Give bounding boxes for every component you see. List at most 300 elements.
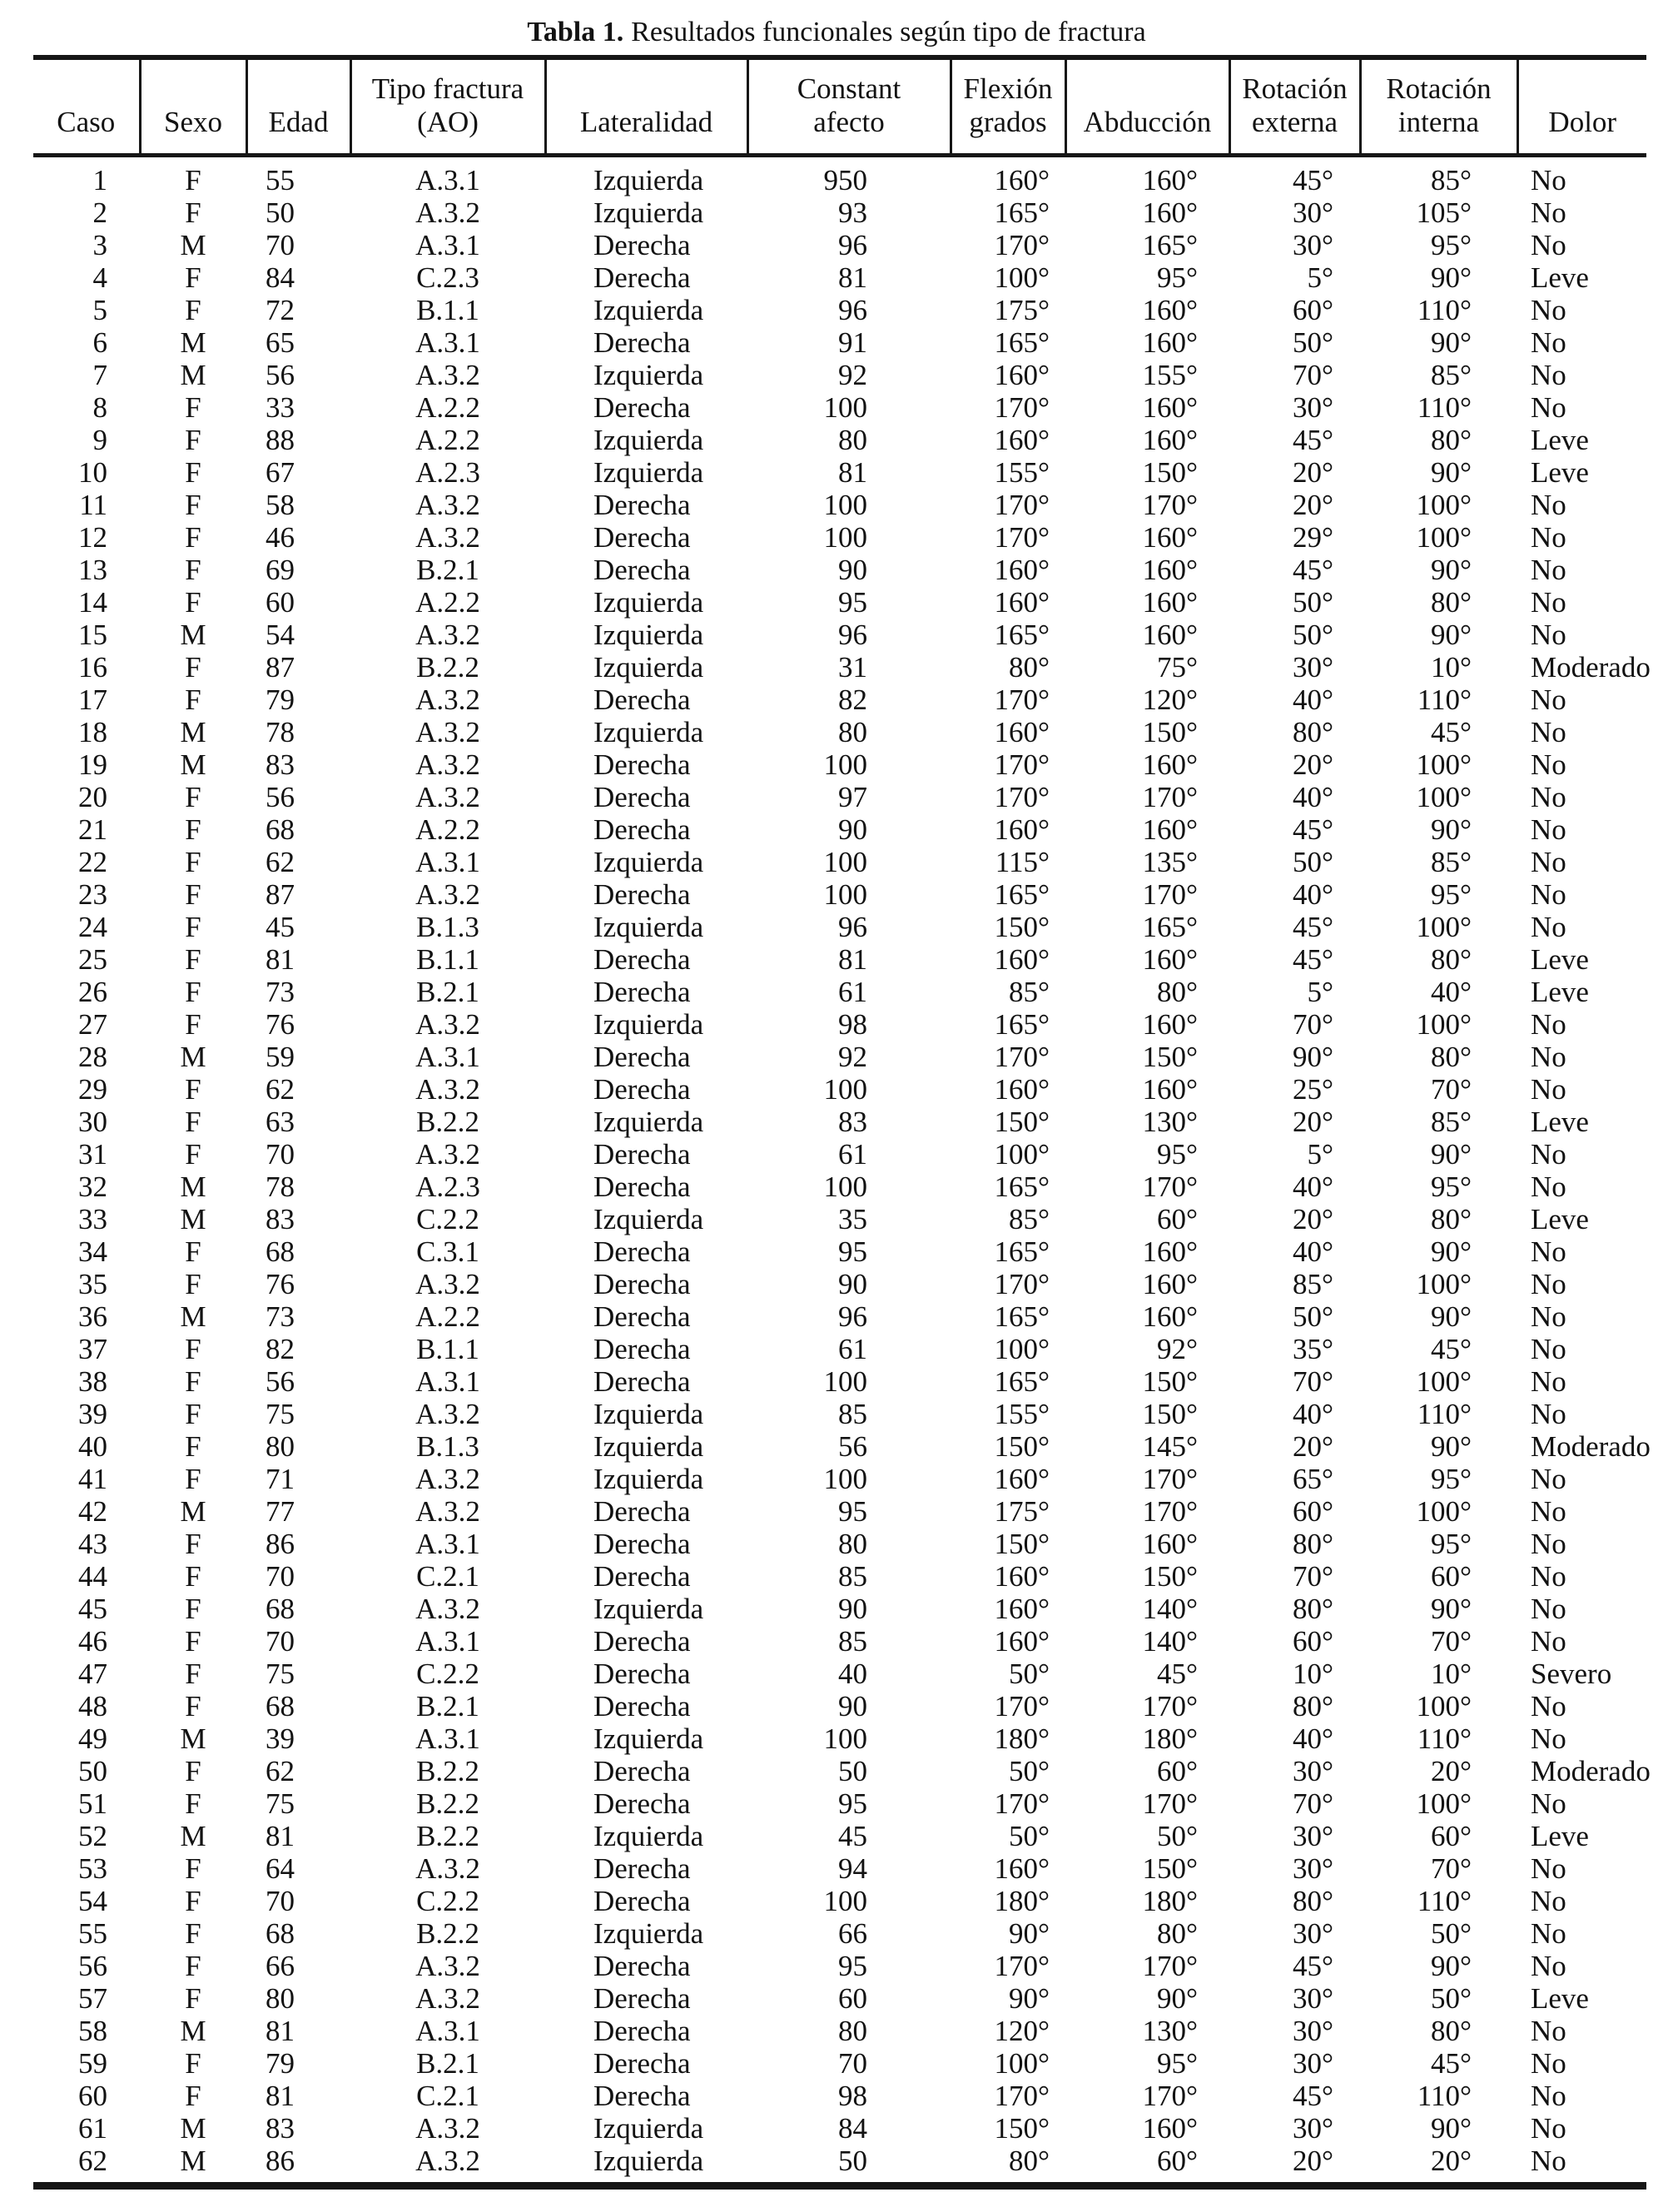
table-row [33,1268,1646,1300]
cell-edad: 54 [266,618,295,651]
cell-dolor: Severo [1531,1657,1612,1690]
cell-rotacion_interna: 105° [1416,196,1472,229]
cell-lateralidad: Derecha [593,1494,691,1528]
cell-abduccion: 170° [1142,780,1198,813]
cell-abduccion: 80° [1157,975,1198,1008]
cell-sexo: F [185,423,201,456]
cell-constant_afecto: 96 [838,910,867,943]
table-row [33,326,1646,359]
cell-lateralidad: Izquierda [593,1462,704,1495]
column-header-line: Dolor [1548,106,1617,139]
cell-rotacion_interna: 90° [1431,1949,1472,1982]
cell-flexion_grados: 50° [1009,1754,1050,1787]
cell-caso: 3 [92,228,107,261]
cell-tipo_fractura_ao: B.1.1 [416,293,479,326]
table-row [33,1008,1646,1041]
cell-constant_afecto: 95 [838,1787,867,1820]
cell-caso: 24 [78,910,107,943]
cell-flexion_grados: 170° [994,1949,1050,1982]
cell-rotacion_externa: 50° [1293,585,1333,619]
cell-lateralidad: Izquierda [593,910,704,943]
cell-sexo: F [185,1137,201,1171]
cell-caso: 4 [92,261,107,294]
cell-rotacion_interna: 50° [1431,1981,1472,2015]
cell-rotacion_interna: 90° [1431,455,1472,489]
cell-tipo_fractura_ao: A.2.2 [415,390,480,424]
cell-constant_afecto: 35 [838,1202,867,1235]
cell-flexion_grados: 160° [994,1462,1050,1495]
cell-caso: 38 [78,1364,107,1398]
cell-tipo_fractura_ao: A.3.2 [415,358,480,391]
table-row [33,1755,1646,1787]
cell-rotacion_interna: 80° [1431,423,1472,456]
cell-dolor: No [1531,780,1566,813]
cell-lateralidad: Derecha [593,1332,691,1365]
cell-rotacion_interna: 110° [1417,1884,1472,1917]
cell-lateralidad: Derecha [593,390,691,424]
cell-abduccion: 150° [1142,1364,1198,1398]
table-row [33,781,1646,813]
cell-sexo: F [185,261,201,294]
cell-tipo_fractura_ao: A.3.2 [415,683,480,716]
cell-flexion_grados: 170° [994,683,1050,716]
cell-rotacion_externa: 20° [1293,2144,1333,2177]
cell-flexion_grados: 165° [994,1300,1050,1333]
cell-sexo: M [180,2014,206,2047]
cell-constant_afecto: 50 [838,1754,867,1787]
cell-constant_afecto: 100 [823,520,867,554]
cell-constant_afecto: 85 [838,1624,867,1658]
cell-rotacion_interna: 90° [1431,553,1472,586]
cell-caso: 25 [78,942,107,976]
cell-rotacion_externa: 80° [1293,1527,1333,1560]
cell-edad: 68 [266,1235,295,1268]
cell-lateralidad: Derecha [593,1657,691,1690]
cell-flexion_grados: 100° [994,2046,1050,2080]
cell-dolor: No [1531,585,1566,619]
cell-abduccion: 160° [1142,748,1198,781]
cell-flexion_grados: 165° [994,618,1050,651]
cell-lateralidad: Derecha [593,1689,691,1722]
cell-rotacion_externa: 45° [1293,423,1333,456]
cell-rotacion_externa: 30° [1293,390,1333,424]
cell-tipo_fractura_ao: A.3.1 [415,1364,480,1398]
cell-constant_afecto: 81 [838,942,867,976]
cell-dolor: No [1531,1267,1566,1300]
cell-tipo_fractura_ao: A.3.2 [415,1462,480,1495]
cell-tipo_fractura_ao: A.3.2 [415,1592,480,1625]
cell-rotacion_externa: 45° [1293,1949,1333,1982]
cell-caso: 42 [78,1494,107,1528]
cell-rotacion_interna: 50° [1431,1916,1472,1950]
cell-sexo: F [185,1689,201,1722]
cell-flexion_grados: 150° [994,2111,1050,2145]
cell-flexion_grados: 150° [994,1429,1050,1463]
cell-edad: 56 [266,358,295,391]
cell-lateralidad: Derecha [593,1981,691,2015]
cell-rotacion_externa: 40° [1293,780,1333,813]
cell-dolor: No [1531,1137,1566,1171]
cell-edad: 65 [266,326,295,359]
cell-sexo: F [185,1949,201,1982]
column-header-line: interna [1397,106,1480,139]
cell-caso: 18 [78,715,107,748]
cell-sexo: F [185,1397,201,1430]
cell-caso: 34 [78,1235,107,1268]
cell-edad: 73 [266,1300,295,1333]
cell-edad: 63 [266,1105,295,1138]
cell-edad: 68 [266,1916,295,1950]
cell-caso: 31 [78,1137,107,1171]
cell-dolor: No [1531,683,1566,716]
cell-edad: 56 [266,1364,295,1398]
cell-caso: 52 [78,1819,107,1852]
cell-flexion_grados: 150° [994,910,1050,943]
cell-sexo: M [180,618,206,651]
cell-constant_afecto: 98 [838,1007,867,1041]
cell-constant_afecto: 90 [838,813,867,846]
cell-abduccion: 145° [1142,1429,1198,1463]
cell-dolor: No [1531,1624,1566,1658]
cell-lateralidad: Derecha [593,748,691,781]
table-row [33,1658,1646,1690]
cell-rotacion_interna: 85° [1431,1105,1472,1138]
table-row [33,1917,1646,1950]
table-row [33,2112,1646,2145]
cell-rotacion_interna: 80° [1431,585,1472,619]
cell-sexo: F [185,455,201,489]
column-header-lateralidad [545,57,747,155]
cell-tipo_fractura_ao: B.1.1 [416,942,479,976]
cell-sexo: M [180,2111,206,2145]
cell-sexo: M [180,228,206,261]
cell-sexo: F [185,1559,201,1593]
cell-rotacion_interna: 85° [1431,163,1472,196]
cell-tipo_fractura_ao: A.3.1 [415,163,480,196]
cell-lateralidad: Izquierda [593,618,704,651]
column-header-line: Rotación [1386,72,1492,105]
cell-flexion_grados: 100° [994,1137,1050,1171]
cell-rotacion_interna: 110° [1417,1722,1472,1755]
cell-edad: 79 [266,683,295,716]
cell-constant_afecto: 100 [823,390,867,424]
cell-abduccion: 150° [1142,455,1198,489]
cell-tipo_fractura_ao: C.2.1 [416,2079,479,2112]
cell-sexo: F [185,1981,201,2015]
cell-edad: 75 [266,1397,295,1430]
cell-edad: 68 [266,1689,295,1722]
cell-caso: 60 [78,2079,107,2112]
cell-dolor: No [1531,618,1566,651]
cell-rotacion_externa: 40° [1293,1722,1333,1755]
cell-constant_afecto: 81 [838,455,867,489]
cell-constant_afecto: 90 [838,1592,867,1625]
cell-abduccion: 170° [1142,1787,1198,1820]
cell-edad: 71 [266,1462,295,1495]
cell-edad: 78 [266,1170,295,1203]
cell-rotacion_interna: 110° [1417,293,1472,326]
table-row [33,2145,1646,2186]
cell-sexo: F [185,1007,201,1041]
cell-dolor: No [1531,163,1566,196]
cell-lateralidad: Derecha [593,975,691,1008]
cell-abduccion: 160° [1142,2111,1198,2145]
cell-rotacion_interna: 95° [1431,1462,1472,1495]
cell-constant_afecto: 100 [823,1170,867,1203]
table-row [33,976,1646,1008]
cell-constant_afecto: 100 [823,748,867,781]
cell-tipo_fractura_ao: A.3.2 [415,748,480,781]
cell-rotacion_externa: 45° [1293,553,1333,586]
cell-sexo: F [185,975,201,1008]
cell-rotacion_externa: 5° [1307,261,1333,294]
cell-tipo_fractura_ao: C.2.2 [416,1657,479,1690]
table-row [33,1593,1646,1625]
cell-flexion_grados: 165° [994,1170,1050,1203]
cell-rotacion_interna: 95° [1431,228,1472,261]
cell-abduccion: 160° [1142,618,1198,651]
cell-caso: 46 [78,1624,107,1658]
cell-flexion_grados: 50° [1009,1819,1050,1852]
cell-flexion_grados: 100° [994,1332,1050,1365]
cell-lateralidad: Izquierda [593,455,704,489]
cell-lateralidad: Izquierda [593,196,704,229]
table-row [33,1333,1646,1365]
cell-abduccion: 155° [1142,358,1198,391]
cell-tipo_fractura_ao: A.3.2 [415,196,480,229]
cell-flexion_grados: 160° [994,1072,1050,1106]
cell-sexo: F [185,2079,201,2112]
column-header-flexion_grados [951,57,1065,155]
cell-abduccion: 120° [1142,683,1198,716]
cell-flexion_grados: 85° [1009,975,1050,1008]
cell-tipo_fractura_ao: A.2.2 [415,1300,480,1333]
table-row [33,1138,1646,1171]
cell-constant_afecto: 70 [838,2046,867,2080]
cell-rotacion_interna: 90° [1431,618,1472,651]
cell-lateralidad: Derecha [593,1040,691,1073]
cell-tipo_fractura_ao: A.2.2 [415,423,480,456]
cell-tipo_fractura_ao: C.3.1 [416,1235,479,1268]
cell-dolor: Moderado [1531,1429,1651,1463]
cell-abduccion: 170° [1142,1949,1198,1982]
cell-flexion_grados: 170° [994,1689,1050,1722]
cell-rotacion_externa: 50° [1293,618,1333,651]
cell-dolor: No [1531,1040,1566,1073]
cell-rotacion_externa: 80° [1293,715,1333,748]
cell-dolor: No [1531,1787,1566,1820]
cell-flexion_grados: 160° [994,585,1050,619]
cell-abduccion: 160° [1142,293,1198,326]
cell-constant_afecto: 40 [838,1657,867,1690]
cell-lateralidad: Izquierda [593,585,704,619]
cell-lateralidad: Derecha [593,1787,691,1820]
table-row [33,456,1646,489]
cell-caso: 22 [78,845,107,878]
cell-abduccion: 170° [1142,1689,1198,1722]
cell-constant_afecto: 90 [838,1689,867,1722]
cell-rotacion_externa: 30° [1293,228,1333,261]
cell-rotacion_externa: 29° [1293,520,1333,554]
cell-abduccion: 45° [1157,1657,1198,1690]
cell-caso: 41 [78,1462,107,1495]
cell-dolor: No [1531,1007,1566,1041]
cell-sexo: F [185,1105,201,1138]
cell-sexo: M [180,1722,206,1755]
cell-edad: 46 [266,520,295,554]
cell-caso: 21 [78,813,107,846]
cell-rotacion_interna: 90° [1431,2111,1472,2145]
table-row [33,1528,1646,1560]
cell-sexo: F [185,2046,201,2080]
cell-dolor: No [1531,553,1566,586]
cell-rotacion_externa: 25° [1293,1072,1333,1106]
cell-rotacion_externa: 30° [1293,650,1333,683]
cell-edad: 70 [266,228,295,261]
table-row [33,1430,1646,1463]
cell-rotacion_interna: 85° [1431,845,1472,878]
cell-flexion_grados: 170° [994,228,1050,261]
cell-flexion_grados: 170° [994,1787,1050,1820]
cell-flexion_grados: 165° [994,326,1050,359]
cell-rotacion_interna: 80° [1431,1202,1472,1235]
cell-edad: 81 [266,2014,295,2047]
cell-constant_afecto: 80 [838,423,867,456]
cell-caso: 2 [92,196,107,229]
cell-sexo: F [185,910,201,943]
cell-lateralidad: Izquierda [593,358,704,391]
cell-dolor: Leve [1531,1105,1589,1138]
cell-dolor: Leve [1531,423,1589,456]
cell-rotacion_interna: 100° [1416,910,1472,943]
table-row [33,619,1646,651]
cell-edad: 62 [266,1072,295,1106]
cell-lateralidad: Derecha [593,228,691,261]
cell-edad: 75 [266,1787,295,1820]
table-row [33,1495,1646,1528]
column-header-line: (AO) [417,106,479,139]
cell-dolor: No [1531,293,1566,326]
table-row [33,261,1646,294]
cell-flexion_grados: 170° [994,2079,1050,2112]
cell-rotacion_externa: 30° [1293,2014,1333,2047]
cell-edad: 79 [266,2046,295,2080]
cell-rotacion_externa: 70° [1293,1007,1333,1041]
cell-lateralidad: Derecha [593,1527,691,1560]
cell-tipo_fractura_ao: B.2.2 [416,1105,479,1138]
cell-abduccion: 170° [1142,488,1198,521]
cell-abduccion: 160° [1142,1527,1198,1560]
cell-flexion_grados: 170° [994,780,1050,813]
cell-sexo: F [185,1884,201,1917]
table-row [33,424,1646,456]
cell-abduccion: 135° [1142,845,1198,878]
cell-abduccion: 160° [1142,1300,1198,1333]
cell-lateralidad: Izquierda [593,1202,704,1235]
column-header-tipo_fractura_ao [350,57,545,155]
cell-rotacion_externa: 20° [1293,488,1333,521]
cell-sexo: F [185,1332,201,1365]
cell-dolor: Moderado [1531,650,1651,683]
cell-constant_afecto: 61 [838,975,867,1008]
cell-rotacion_externa: 45° [1293,942,1333,976]
cell-caso: 20 [78,780,107,813]
cell-rotacion_interna: 110° [1417,2079,1472,2112]
cell-flexion_grados: 160° [994,553,1050,586]
cell-edad: 81 [266,942,295,976]
table-row [33,359,1646,391]
cell-rotacion_interna: 95° [1431,1527,1472,1560]
column-header-constant_afecto [747,57,951,155]
cell-lateralidad: Derecha [593,877,691,911]
table-row [33,1625,1646,1658]
cell-lateralidad: Izquierda [593,1819,704,1852]
cell-lateralidad: Izquierda [593,1592,704,1625]
cell-flexion_grados: 50° [1009,1657,1050,1690]
cell-rotacion_externa: 40° [1293,683,1333,716]
cell-dolor: No [1531,1949,1566,1982]
cell-rotacion_externa: 80° [1293,1592,1333,1625]
cell-flexion_grados: 120° [994,2014,1050,2047]
cell-sexo: F [185,780,201,813]
cell-lateralidad: Derecha [593,2079,691,2112]
cell-caso: 32 [78,1170,107,1203]
cell-edad: 70 [266,1624,295,1658]
cell-sexo: F [185,845,201,878]
cell-sexo: F [185,1462,201,1495]
cell-dolor: No [1531,2014,1566,2047]
cell-constant_afecto: 83 [838,1105,867,1138]
cell-lateralidad: Derecha [593,1235,691,1268]
cell-flexion_grados: 160° [994,423,1050,456]
cell-caso: 57 [78,1981,107,2015]
table-row [33,1560,1646,1593]
cell-sexo: M [180,1202,206,1235]
cell-constant_afecto: 95 [838,1235,867,1268]
cell-rotacion_interna: 60° [1431,1819,1472,1852]
cell-tipo_fractura_ao: A.3.2 [415,2144,480,2177]
cell-lateralidad: Izquierda [593,715,704,748]
cell-abduccion: 160° [1142,942,1198,976]
cell-dolor: No [1531,1884,1566,1917]
cell-abduccion: 50° [1157,1819,1198,1852]
cell-caso: 9 [92,423,107,456]
cell-caso: 15 [78,618,107,651]
table-row [33,229,1646,261]
cell-sexo: F [185,1429,201,1463]
cell-dolor: Leve [1531,942,1589,976]
cell-dolor: No [1531,748,1566,781]
cell-rotacion_interna: 90° [1431,813,1472,846]
cell-abduccion: 170° [1142,1462,1198,1495]
cell-rotacion_interna: 90° [1431,1300,1472,1333]
cell-rotacion_externa: 60° [1293,1494,1333,1528]
table-row [33,1041,1646,1073]
cell-dolor: No [1531,1494,1566,1528]
cell-rotacion_externa: 20° [1293,1429,1333,1463]
cell-sexo: F [185,1852,201,1885]
cell-flexion_grados: 160° [994,1852,1050,1885]
cell-edad: 84 [266,261,295,294]
cell-caso: 1 [92,163,107,196]
cell-sexo: F [185,1916,201,1950]
cell-constant_afecto: 85 [838,1559,867,1593]
cell-dolor: No [1531,228,1566,261]
cell-edad: 39 [266,1722,295,1755]
cell-lateralidad: Izquierda [593,650,704,683]
cell-tipo_fractura_ao: A.3.2 [415,715,480,748]
cell-tipo_fractura_ao: A.3.2 [415,1007,480,1041]
